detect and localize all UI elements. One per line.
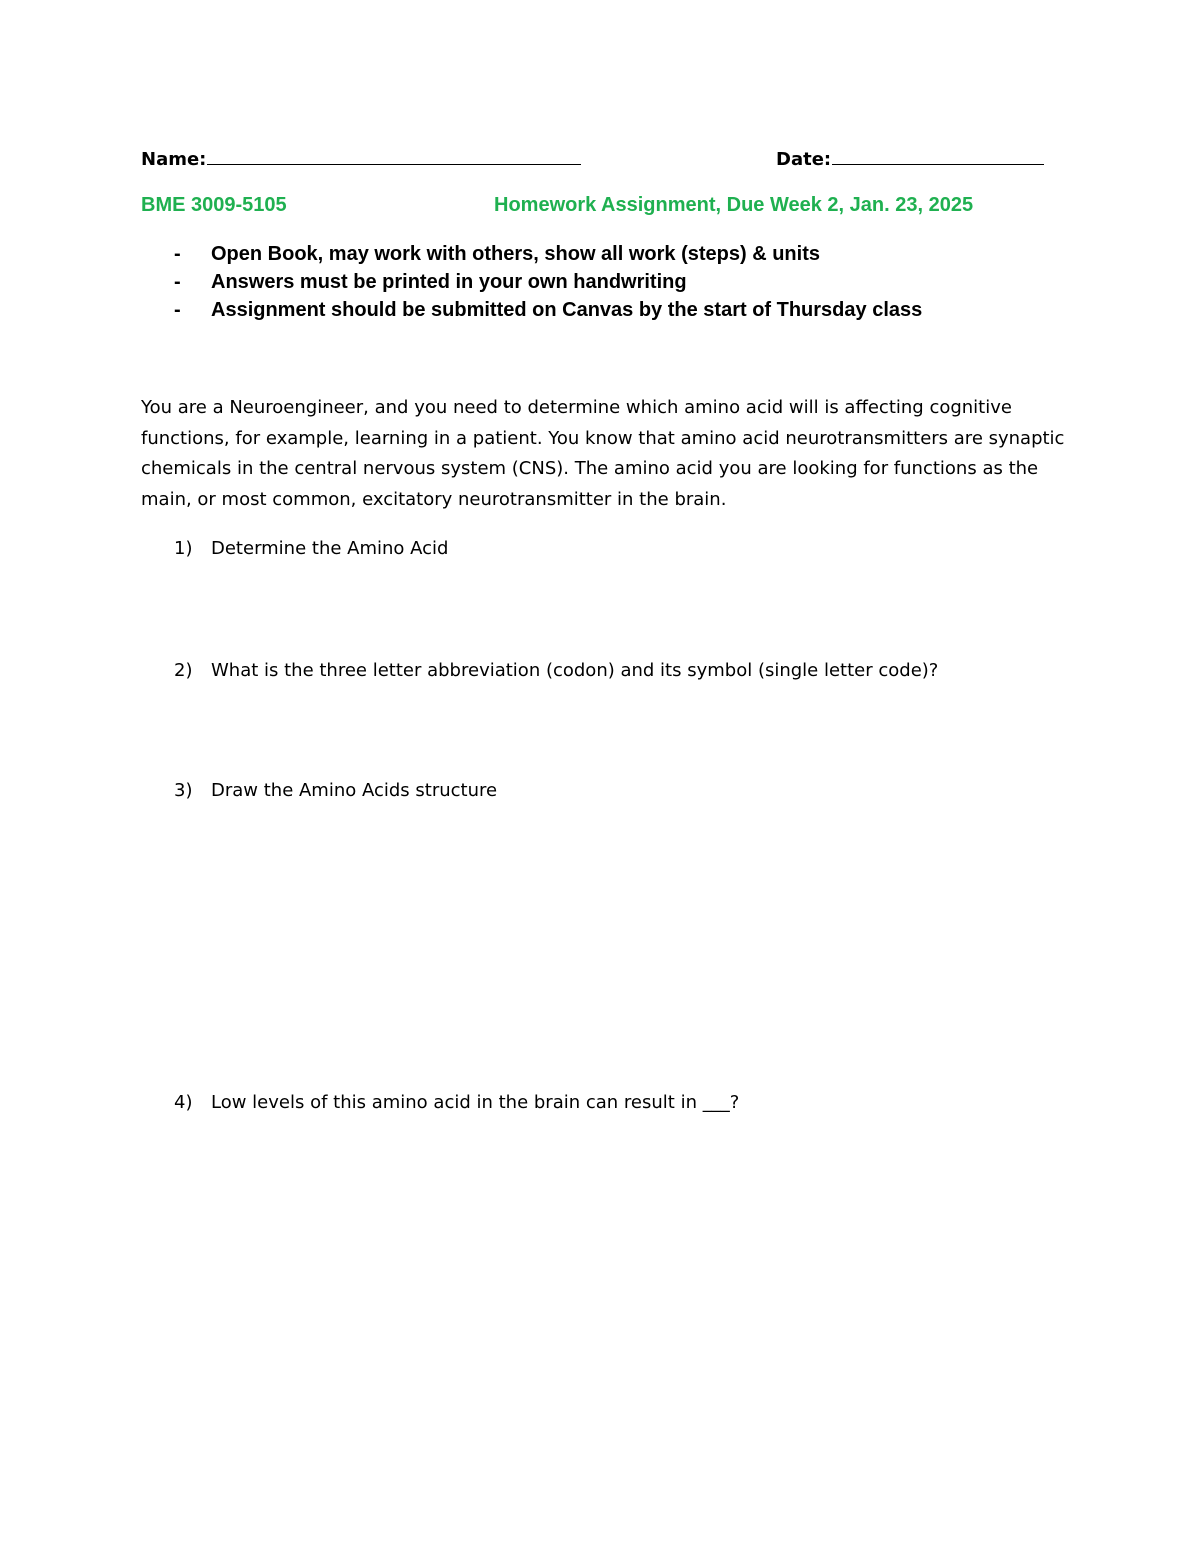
instruction-text: Open Book, may work with others, show all work (steps) & units xyxy=(211,243,820,265)
question-3 xyxy=(174,780,497,801)
dash-bullet: - xyxy=(174,271,181,293)
instruction-item xyxy=(174,296,922,324)
instructions-list xyxy=(174,240,922,324)
question-number: 2) xyxy=(174,660,193,681)
instruction-item xyxy=(174,240,922,268)
question-number: 1) xyxy=(174,538,193,559)
question-2 xyxy=(174,660,938,681)
question-1 xyxy=(174,538,448,559)
question-number: 4) xyxy=(174,1092,193,1113)
question-text: Draw the Amino Acids structure xyxy=(211,780,498,801)
dash-bullet: - xyxy=(174,243,181,265)
assignment-title: Homework Assignment, Due Week 2, Jan. 23, 2025 xyxy=(494,194,974,216)
question-4 xyxy=(174,1092,739,1113)
intro-paragraph: You are a Neuroengineer, and you need to determine which amino acid will is affecting cognitive functions, for example, learning in a patient. You know that amino acid neurotransmitters are synaptic chemicals in the central nervous system (CNS). The amino acid you are looking for functions as the main, or most common, excitatory neurotransmitter in the brain. xyxy=(141,397,1065,510)
date-field xyxy=(776,146,1044,170)
question-number: 3) xyxy=(174,780,193,801)
instruction-item xyxy=(174,268,922,296)
name-label: Name: xyxy=(141,149,207,170)
question-text: Determine the Amino Acid xyxy=(211,538,449,559)
dash-bullet: - xyxy=(174,299,181,321)
name-blank-line xyxy=(207,146,581,165)
question-text: Low levels of this amino acid in the brain can result in ___? xyxy=(211,1092,740,1113)
date-label: Date: xyxy=(776,149,832,170)
date-blank-line xyxy=(832,146,1044,165)
question-text: What is the three letter abbreviation (codon) and its symbol (single letter code)? xyxy=(211,660,939,681)
course-code: BME 3009-5105 xyxy=(141,194,287,216)
name-field xyxy=(141,146,581,170)
instruction-text: Answers must be printed in your own handwriting xyxy=(211,271,687,293)
instruction-text: Assignment should be submitted on Canvas by the start of Thursday class xyxy=(211,299,923,321)
